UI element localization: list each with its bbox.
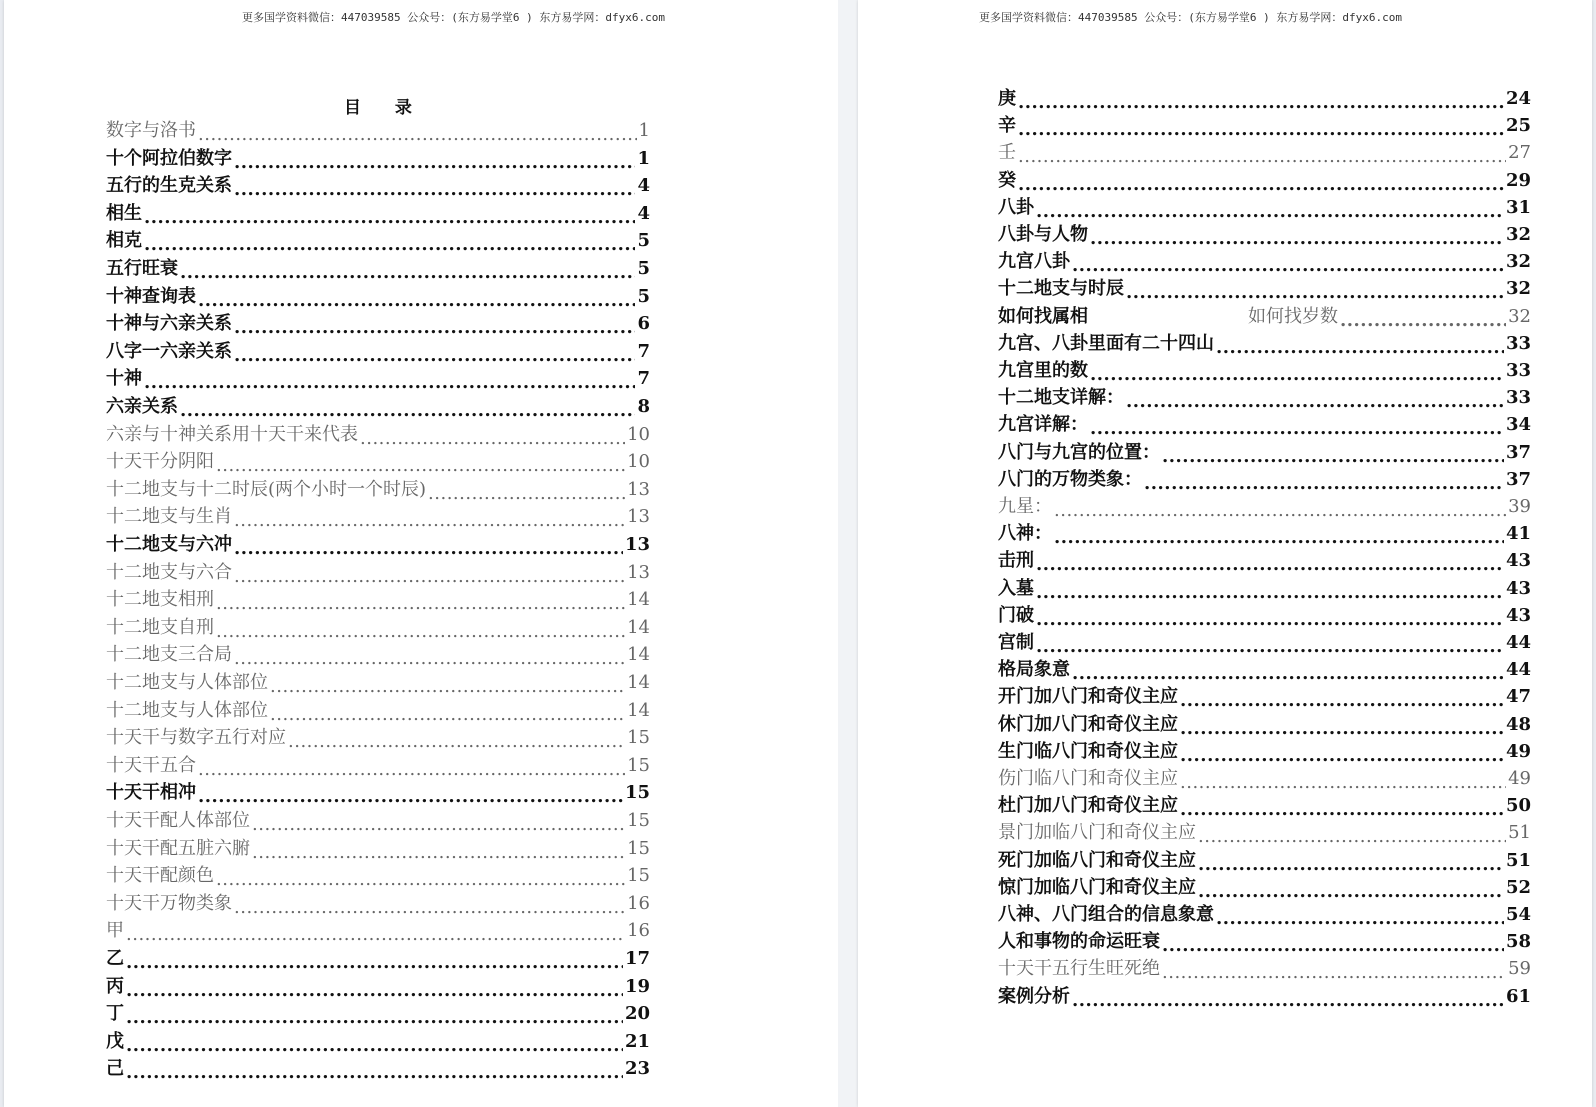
toc-leader-dots	[234, 566, 625, 584]
toc-entry[interactable]	[998, 984, 1531, 1008]
toc-page-number: 1	[638, 120, 650, 141]
toc-entry-label: 丁	[106, 1003, 124, 1025]
toc-entry[interactable]	[106, 504, 650, 528]
toc-page-number: 14	[627, 589, 650, 611]
toc-page-number: 25	[1505, 115, 1531, 137]
toc-entry-label: 伤门临八门和奇仪主应	[998, 768, 1178, 789]
toc-entry[interactable]	[106, 173, 650, 197]
toc-entry-label: 十二地支详解：	[998, 387, 1124, 409]
toc-page-number: 6	[637, 313, 650, 335]
toc-entry[interactable]	[998, 820, 1531, 844]
toc-entry-label: 五行的生克关系	[106, 175, 232, 197]
toc-entry[interactable]	[106, 808, 650, 832]
toc-leader-dots	[1036, 636, 1504, 654]
toc-entry[interactable]	[998, 848, 1531, 872]
toc-leader-dots	[1036, 554, 1504, 572]
toc-entry[interactable]	[106, 394, 650, 418]
toc-leader-dots	[270, 704, 625, 722]
toc-leader-dots	[1198, 854, 1504, 872]
toc-entry[interactable]	[106, 366, 650, 390]
toc-entry-label: 八卦	[998, 196, 1034, 218]
toc-entry[interactable]	[106, 780, 650, 804]
toc-entry-label: 十天干五合	[106, 754, 196, 776]
toc-entry-label: 如何找属相	[998, 305, 1088, 327]
toc-entry-label: 入墓	[998, 577, 1034, 599]
toc-page-number: 52	[1505, 876, 1531, 898]
toc-entry[interactable]	[106, 311, 650, 335]
toc-entry[interactable]	[998, 249, 1531, 273]
toc-entry-label: 开门加八门和奇仪主应	[998, 686, 1178, 708]
toc-leader-dots	[1018, 119, 1504, 137]
toc-page-number: 13	[627, 478, 650, 500]
toc-page-number: 14	[627, 699, 650, 721]
toc-page-number: 51	[1508, 822, 1531, 844]
toc-leader-dots	[1090, 228, 1504, 246]
toc-page-number: 58	[1505, 931, 1531, 953]
toc-entry-label: 十天干五行生旺死绝	[998, 958, 1160, 980]
toc-leader-dots	[1090, 364, 1504, 382]
toc-entry[interactable]	[106, 256, 650, 280]
toc-page-number: 43	[1505, 604, 1531, 626]
page-right	[858, 0, 1592, 1107]
toc-entry-label: 十神	[106, 368, 142, 390]
toc-leader-dots	[288, 731, 625, 749]
toc-entry-label: 杜门加八门和奇仪主应	[998, 795, 1178, 817]
toc-leader-dots	[1162, 446, 1504, 464]
toc-page-number: 50	[1505, 795, 1531, 817]
toc-entry-label: 数字与洛书	[106, 120, 196, 141]
toc-leader-dots	[252, 842, 625, 860]
toc-page-number: 27	[1508, 142, 1531, 164]
toc-entry-label: 六亲与十神关系用十天干来代表	[106, 423, 358, 445]
toc-page-number: 15	[627, 754, 650, 776]
toc-entry[interactable]	[106, 118, 650, 142]
toc-page-number: 32	[1505, 278, 1531, 300]
toc-leader-dots	[428, 483, 625, 501]
toc-entry-label: 九宫里的数	[998, 360, 1088, 381]
toc-entry-label: 八神、八门组合的信息象意	[998, 904, 1214, 925]
toc-entry[interactable]	[106, 228, 650, 252]
toc-entry-label: 九星：	[998, 496, 1052, 517]
toc-leader-dots	[1144, 473, 1504, 491]
toc-leader-dots	[234, 648, 625, 666]
toc-page-number: 14	[627, 616, 650, 638]
toc-leader-dots	[234, 152, 635, 170]
toc-leader-dots	[1126, 282, 1504, 300]
toc-entry-label: 门破	[998, 604, 1034, 626]
toc-entry[interactable]	[106, 974, 650, 998]
toc-entry-label: 九宫详解：	[998, 414, 1088, 436]
toc-page-number: 49	[1505, 740, 1531, 762]
toc-leader-dots	[1018, 146, 1506, 164]
toc-page-number: 33	[1505, 387, 1531, 409]
toc-entry-label: 八门的万物类象：	[998, 468, 1142, 490]
toc-leader-dots	[1180, 690, 1504, 708]
page-header: 更多国学资料微信：447039585 公众号：(东方易学堂6 ) 东方易学网：dfyx6.com	[242, 11, 665, 24]
toc-entry[interactable]	[106, 753, 650, 777]
toc-page-number: 24	[1505, 88, 1531, 109]
toc-entry[interactable]	[998, 657, 1531, 681]
toc-entry-label: 八卦与人物	[998, 224, 1088, 245]
toc-leader-dots	[126, 1062, 623, 1080]
toc-page-number: 4	[637, 202, 650, 224]
toc-entry[interactable]	[998, 902, 1531, 926]
toc-page-number: 15	[627, 837, 650, 859]
toc-leader-dots	[1036, 582, 1504, 600]
toc-leader-dots	[1180, 718, 1504, 736]
toc-entry[interactable]	[998, 603, 1531, 627]
toc-page-number: 4	[637, 175, 650, 197]
toc-entry[interactable]	[106, 836, 650, 860]
toc-page-number: 54	[1505, 904, 1531, 925]
toc-page-number: 31	[1505, 196, 1531, 218]
toc-leader-dots	[1018, 174, 1504, 192]
toc-entry-label: 人和事物的命运旺衰	[998, 931, 1160, 953]
toc-entry-label: 案例分析	[998, 985, 1070, 1007]
toc-page-number: 5	[637, 285, 650, 307]
toc-entry-label: 十天干相冲	[106, 782, 196, 804]
toc-leader-dots	[1018, 92, 1504, 110]
toc-entry[interactable]	[998, 86, 1531, 110]
toc-leader-dots	[198, 124, 637, 142]
toc-entry[interactable]	[998, 630, 1531, 654]
toc-entry[interactable]	[998, 712, 1531, 736]
toc-page-number: 34	[1505, 414, 1531, 436]
toc-entry-label: 五行旺衰	[106, 258, 178, 279]
toc-entry[interactable]	[998, 113, 1531, 137]
toc-entry[interactable]	[106, 946, 650, 970]
toc-page-number: 16	[627, 920, 650, 942]
toc-leader-dots	[1180, 772, 1506, 790]
toc-page-number: 37	[1505, 441, 1531, 463]
toc-leader-dots	[234, 179, 635, 197]
toc-leader-dots	[234, 510, 625, 528]
toc-entry[interactable]	[106, 615, 650, 639]
toc-entry[interactable]	[998, 222, 1531, 246]
toc-page-number: 13	[627, 561, 650, 583]
toc-page-number: 7	[637, 340, 650, 362]
toc-page-number: 41	[1505, 523, 1531, 545]
toc-leader-dots	[216, 869, 625, 887]
toc-leader-dots	[216, 621, 625, 639]
toc-leader-dots	[1180, 745, 1504, 763]
toc-entry-label: 惊门加临八门和奇仪主应	[998, 876, 1196, 898]
toc-page-number: 16	[627, 892, 650, 914]
toc-entry-label: 十二地支与生肖	[106, 506, 232, 528]
toc-entry-label: 十天干配颜色	[106, 865, 214, 887]
toc-entry-label: 格局象意	[998, 659, 1070, 681]
toc-page-number: 19	[624, 975, 650, 997]
toc-entry-label: 九宫八卦	[998, 251, 1070, 273]
toc-entry[interactable]	[998, 276, 1531, 300]
toc-leader-dots	[126, 952, 623, 970]
toc-page-number: 47	[1505, 686, 1531, 708]
toc-leader-dots	[252, 814, 625, 832]
toc-entry[interactable]	[998, 739, 1531, 763]
toc-page-number: 44	[1505, 659, 1531, 681]
toc-entry-label: 八字一六亲关系	[106, 340, 232, 362]
toc-entry[interactable]	[106, 560, 650, 584]
toc-entry[interactable]	[998, 576, 1531, 600]
toc-entry-label: 十个阿拉伯数字	[106, 147, 232, 169]
toc-leader-dots	[144, 207, 635, 225]
toc-page-number: 21	[624, 1030, 650, 1052]
toc-leader-dots	[126, 1007, 623, 1025]
toc-entry-label: 庚	[998, 88, 1016, 109]
toc-leader-dots	[270, 676, 625, 694]
toc-page-number: 15	[627, 865, 650, 887]
toc-page-number: 15	[624, 782, 650, 804]
toc-entry[interactable]	[998, 385, 1531, 409]
toc-page-number: 8	[637, 396, 650, 417]
toc-entry[interactable]	[998, 548, 1531, 572]
toc-leader-dots	[216, 593, 625, 611]
toc-leader-dots	[1036, 201, 1504, 219]
toc-leader-dots	[1072, 990, 1504, 1008]
toc-entry-label: 辛	[998, 115, 1016, 137]
toc-entry[interactable]	[106, 1001, 650, 1025]
toc-entry[interactable]	[106, 587, 650, 611]
toc-entry-label: 十天干与数字五行对应	[106, 727, 286, 749]
toc-leader-dots	[1162, 935, 1504, 953]
toc-leader-dots	[180, 400, 635, 418]
toc-entry-label: 癸	[998, 169, 1016, 191]
toc-entry[interactable]	[106, 891, 650, 915]
toc-entry[interactable]	[998, 793, 1531, 817]
toc-leader-dots	[1072, 255, 1504, 273]
toc-leader-dots	[1090, 418, 1504, 436]
toc-entry-label: 甲	[106, 920, 124, 942]
toc-leader-dots	[144, 234, 635, 252]
toc-entry-label: 九宫、八卦里面有二十四山	[998, 332, 1214, 354]
toc-page-number: 13	[627, 506, 650, 528]
toc-leader-dots	[234, 345, 635, 363]
toc-page-number: 10	[627, 451, 650, 473]
toc-leader-dots	[1180, 799, 1504, 817]
toc-leader-dots	[1162, 962, 1506, 980]
toc-entry[interactable]	[106, 339, 650, 363]
toc-entry[interactable]	[106, 449, 650, 473]
toc-page-number: 7	[637, 368, 650, 390]
toc-entry-label: 十二地支与时辰	[998, 278, 1124, 300]
toc-leader-dots	[216, 455, 625, 473]
toc-entry-label: 十二地支与六冲	[106, 534, 232, 555]
toc-page-number: 39	[1508, 496, 1531, 517]
toc-entry-label: 十天干配人体部位	[106, 810, 250, 831]
toc-page-number: 43	[1505, 577, 1531, 599]
toc-leader-dots	[1054, 500, 1506, 518]
toc-entry[interactable]	[998, 140, 1531, 164]
toc-entry[interactable]	[998, 521, 1531, 545]
toc-page-number: 61	[1505, 985, 1531, 1007]
toc-page-number: 15	[627, 727, 650, 749]
toc-entry[interactable]	[998, 875, 1531, 899]
toc-entry[interactable]	[998, 168, 1531, 192]
toc-page-number: 14	[627, 644, 650, 666]
toc-entry[interactable]	[998, 684, 1531, 708]
toc-leader-dots	[198, 786, 623, 804]
toc-page-number: 15	[627, 810, 650, 831]
toc-entry-label: 十天干配五脏六腑	[106, 837, 250, 859]
toc-page-number: 44	[1505, 632, 1531, 653]
toc-page-number: 37	[1505, 468, 1531, 490]
toc-leader-dots	[1036, 609, 1504, 627]
toc-entry-label: 景门加临八门和奇仪主应	[998, 822, 1196, 844]
toc-entry-label: 相生	[106, 202, 142, 224]
toc-page-number: 17	[624, 948, 650, 969]
toc-entry[interactable]	[998, 956, 1531, 980]
toc-page-number: 51	[1505, 849, 1531, 871]
toc-entry-label: 休门加八门和奇仪主应	[998, 713, 1178, 735]
toc-entry[interactable]	[998, 358, 1531, 382]
toc-entry-label: 丙	[106, 975, 124, 997]
toc-page-number: 48	[1505, 713, 1531, 735]
toc-entry-label: 八门与九宫的位置：	[998, 441, 1160, 463]
toc-page-number: 13	[624, 534, 650, 555]
toc-entry[interactable]	[998, 929, 1531, 953]
toc-leader-dots	[1054, 527, 1504, 545]
toc-entry-label: 乙	[106, 948, 124, 969]
toc-leader-dots	[360, 428, 625, 446]
toc-entry[interactable]	[998, 304, 1531, 328]
page-header: 更多国学资料微信：447039585 公众号：(东方易学堂6 ) 东方易学网：dfyx6.com	[979, 11, 1402, 24]
toc-page-number: 43	[1505, 550, 1531, 572]
toc-leader-dots	[126, 980, 623, 998]
toc-leader-dots	[198, 290, 635, 308]
toc-page-number: 1	[637, 147, 650, 169]
toc-entry-label: 十二地支与六合	[106, 561, 232, 583]
toc-page-number: 14	[627, 672, 650, 693]
toc-entry-label: 八神：	[998, 523, 1052, 545]
toc-entry-label: 己	[106, 1058, 124, 1080]
toc-entry[interactable]	[106, 863, 650, 887]
toc-leader-dots	[180, 262, 635, 280]
page-left	[4, 0, 838, 1107]
toc-entry-label: 十二地支与十二时辰(两个小时一个时辰)	[106, 478, 427, 500]
toc-entry-label: 相克	[106, 230, 142, 252]
toc-entry[interactable]	[106, 642, 650, 666]
toc-entry[interactable]	[998, 195, 1531, 219]
toc-page-number: 33	[1505, 332, 1531, 354]
toc-entry[interactable]	[998, 467, 1531, 491]
toc-entry-label: 十天干分阴阳	[106, 451, 214, 473]
page-gap	[838, 0, 858, 1107]
toc-leader-dots	[144, 372, 635, 390]
toc-page-number: 23	[624, 1058, 650, 1080]
toc-entry-label: 死门加临八门和奇仪主应	[998, 849, 1196, 871]
toc-page-number: 32	[1508, 305, 1531, 327]
toc-entry-label: 击刑	[998, 550, 1034, 572]
toc-entry-label: 十二地支相刑	[106, 589, 214, 611]
toc-page-number: 10	[627, 423, 650, 445]
toc-page-number: 49	[1508, 768, 1531, 789]
toc-entry[interactable]	[106, 918, 650, 942]
toc-leader-dots	[234, 897, 625, 915]
toc-entry[interactable]	[106, 284, 650, 308]
toc-entry-label: 十二地支与人体部位	[106, 672, 268, 693]
toc-page-number: 32	[1505, 251, 1531, 273]
toc-page-number: 5	[637, 230, 650, 252]
toc-leader-dots	[1126, 391, 1504, 409]
toc-title: 目 录	[344, 98, 426, 118]
toc-page-number: 29	[1505, 169, 1531, 191]
toc-entry-label: 壬	[998, 142, 1016, 164]
toc-entry[interactable]	[106, 477, 650, 501]
toc-entry-label: 十神与六亲关系	[106, 313, 232, 335]
toc-leader-dots	[1198, 881, 1504, 899]
toc-entry[interactable]	[998, 494, 1531, 518]
toc-leader-dots	[126, 1035, 623, 1053]
toc-entry[interactable]	[106, 532, 650, 556]
toc-entry[interactable]	[106, 201, 650, 225]
toc-page-number: 20	[624, 1003, 650, 1025]
toc-entry[interactable]	[106, 1029, 650, 1053]
toc-entry[interactable]	[106, 725, 650, 749]
toc-leader-dots	[126, 924, 625, 942]
toc-entry[interactable]	[106, 146, 650, 170]
toc-page-number: 33	[1505, 360, 1531, 381]
toc-entry[interactable]	[998, 766, 1531, 790]
toc-leader-dots	[234, 538, 623, 556]
toc-entry[interactable]	[998, 331, 1531, 355]
toc-leader-dots	[1198, 826, 1506, 844]
toc-entry-label: 宫制	[998, 632, 1034, 653]
toc-entry[interactable]	[998, 412, 1531, 436]
toc-entry-label: 十二地支自刑	[106, 616, 214, 638]
toc-entry-label: 戊	[106, 1030, 124, 1052]
toc-leader-dots	[234, 317, 635, 335]
toc-entry-label: 十天干万物类象	[106, 892, 232, 914]
toc-leader-dots	[1216, 908, 1504, 926]
toc-page-number: 32	[1505, 224, 1531, 245]
toc-entry-label: 十二地支与人体部位	[106, 699, 268, 721]
toc-entry-label: 十二地支三合局	[106, 644, 232, 666]
toc-entry[interactable]	[998, 440, 1531, 464]
toc-entry-label: 生门临八门和奇仪主应	[998, 740, 1178, 762]
toc-entry-label: 十神查询表	[106, 285, 196, 307]
toc-entry[interactable]	[106, 670, 650, 694]
toc-entry[interactable]	[106, 698, 650, 722]
toc-entry-label: 六亲关系	[106, 396, 178, 417]
toc-leader-dots	[1340, 310, 1506, 328]
toc-page-number: 5	[637, 258, 650, 279]
toc-entry-label: 如何找岁数	[1248, 305, 1338, 327]
toc-entry[interactable]	[106, 1056, 650, 1080]
toc-leader-dots	[1216, 337, 1504, 355]
toc-page-number: 59	[1508, 958, 1531, 980]
toc-leader-dots	[198, 759, 625, 777]
toc-entry[interactable]	[106, 422, 650, 446]
toc-leader-dots	[1072, 663, 1504, 681]
